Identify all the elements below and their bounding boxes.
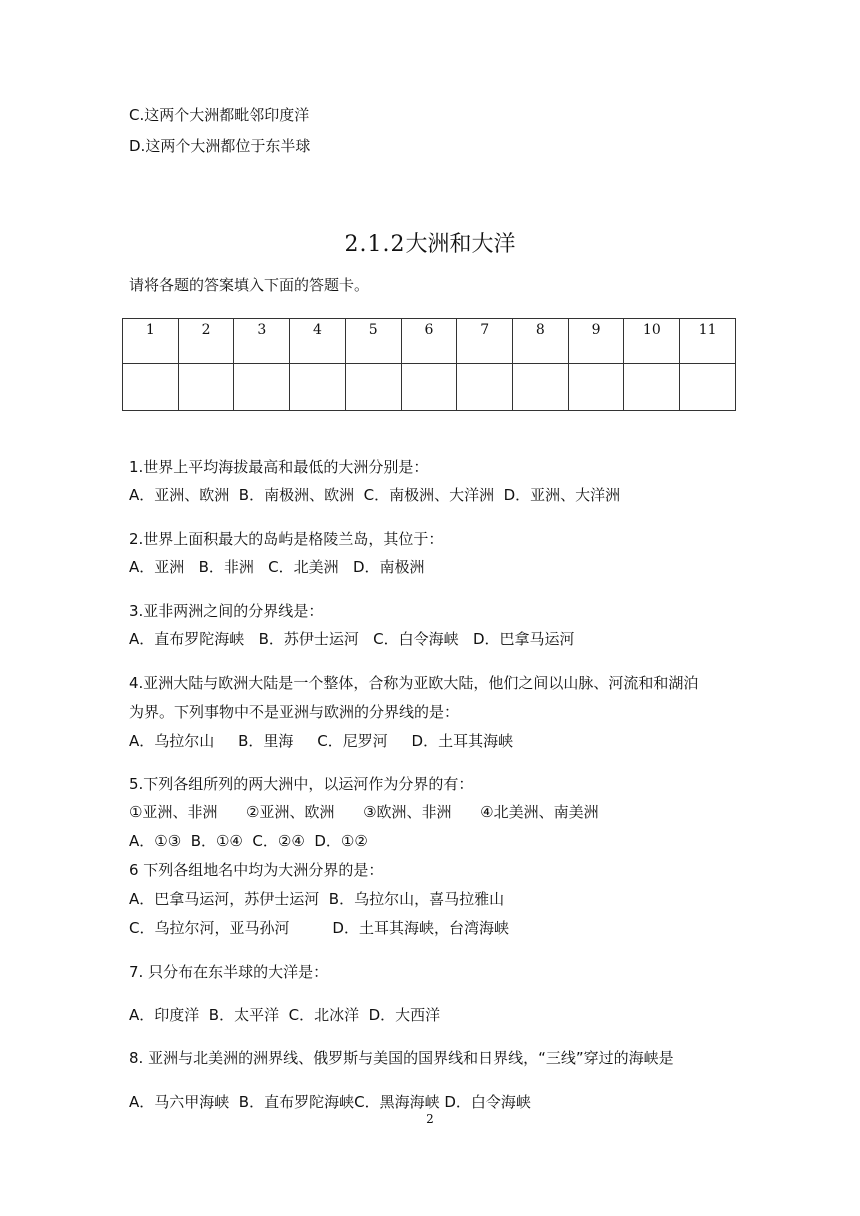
question-4-options: A．乌拉尔山 B．里海 C．尼罗河 D．土耳其海峡 bbox=[129, 732, 514, 750]
answer-cell bbox=[680, 364, 736, 411]
question-3-options: A．直布罗陀海峡 B．苏伊士运河 C．白令海峡 D．巴拿马运河 bbox=[129, 630, 575, 648]
answer-cell bbox=[513, 364, 569, 411]
question-1-options: A．亚洲、欧洲 B．南极洲、欧洲 C．南极洲、大洋洲 D．亚洲、大洋洲 bbox=[129, 486, 621, 504]
prev-option-d: D.这两个大洲都位于东半球 bbox=[129, 137, 311, 155]
section-title bbox=[0, 231, 860, 259]
answer-cell bbox=[624, 364, 680, 411]
question-6-stem: 6 下列各组地名中均为大洲分界的是： bbox=[129, 861, 384, 879]
answer-card-header: 6 bbox=[401, 319, 457, 364]
answer-card-header: 10 bbox=[624, 319, 680, 364]
answer-cell bbox=[123, 364, 179, 411]
answer-card-header: 7 bbox=[457, 319, 513, 364]
question-6-options-line-2: C．乌拉尔河，亚马孙河 D．土耳其海峡，台湾海峡 bbox=[129, 919, 509, 937]
section-title-text: 大洲和大洋 bbox=[405, 232, 516, 257]
answer-cell bbox=[290, 364, 346, 411]
answer-cell bbox=[457, 364, 513, 411]
answer-card-header: 9 bbox=[568, 319, 624, 364]
prev-option-c: C.这两个大洲都毗邻印度洋 bbox=[129, 106, 310, 124]
question-1-stem: 1.世界上平均海拔最高和最低的大洲分别是： bbox=[129, 458, 429, 476]
question-5-stem: 5.下列各组所列的两大洲中，以运河作为分界的有： bbox=[129, 775, 474, 793]
question-6-options-line-1: A．巴拿马运河，苏伊士运河 B．乌拉尔山，喜马拉雅山 bbox=[129, 890, 505, 908]
section-title-number: 2.1.2 bbox=[344, 232, 406, 257]
page-number: 2 bbox=[426, 1112, 434, 1126]
question-4-stem-line-1: 4.亚洲大陆与欧洲大陆是一个整体，合称为亚欧大陆，他们之间以山脉、河流和和湖泊 bbox=[129, 674, 699, 692]
question-2-stem: 2.世界上面积最大的岛屿是格陵兰岛，其位于： bbox=[129, 530, 444, 548]
answer-card-header: 11 bbox=[680, 319, 736, 364]
answer-card bbox=[122, 318, 736, 411]
answer-cell bbox=[345, 364, 401, 411]
answer-card-header-row bbox=[123, 319, 736, 364]
question-4-stem-line-2: 为界。下列事物中不是亚洲与欧洲的分界线的是： bbox=[129, 703, 460, 721]
answer-card-header: 2 bbox=[178, 319, 234, 364]
answer-card-header: 4 bbox=[290, 319, 346, 364]
answer-cell bbox=[178, 364, 234, 411]
answer-cell bbox=[401, 364, 457, 411]
answer-card-header: 1 bbox=[123, 319, 179, 364]
question-5-choices: ①亚洲、非洲 ②亚洲、欧洲 ③欧洲、非洲 ④北美洲、南美洲 bbox=[129, 803, 599, 821]
question-2-options: A．亚洲 B．非洲 C．北美洲 D．南极洲 bbox=[129, 558, 425, 576]
answer-card-header: 5 bbox=[345, 319, 401, 364]
answer-card-header: 3 bbox=[234, 319, 290, 364]
answer-cell bbox=[234, 364, 290, 411]
question-8-stem: 8. 亚洲与北美洲的洲界线、俄罗斯与美国的国界线和日界线，“三线”穿过的海峡是 bbox=[129, 1049, 674, 1067]
question-7-options: A．印度洋 B．太平洋 C．北冰洋 D．大西洋 bbox=[129, 1006, 441, 1024]
instruction: 请将各题的答案填入下面的答题卡。 bbox=[129, 276, 370, 294]
answer-card-header: 8 bbox=[513, 319, 569, 364]
question-7-stem: 7. 只分布在东半球的大洋是： bbox=[129, 963, 329, 981]
question-5-options: A．①③ B．①④ C．②④ D．①② bbox=[129, 832, 368, 850]
answer-card-answer-row bbox=[123, 364, 736, 411]
question-3-stem: 3.亚非两洲之间的分界线是： bbox=[129, 602, 324, 620]
question-8-options: A．马六甲海峡 B．直布罗陀海峡C．黑海海峡 D．白令海峡 bbox=[129, 1093, 531, 1111]
answer-cell bbox=[568, 364, 624, 411]
